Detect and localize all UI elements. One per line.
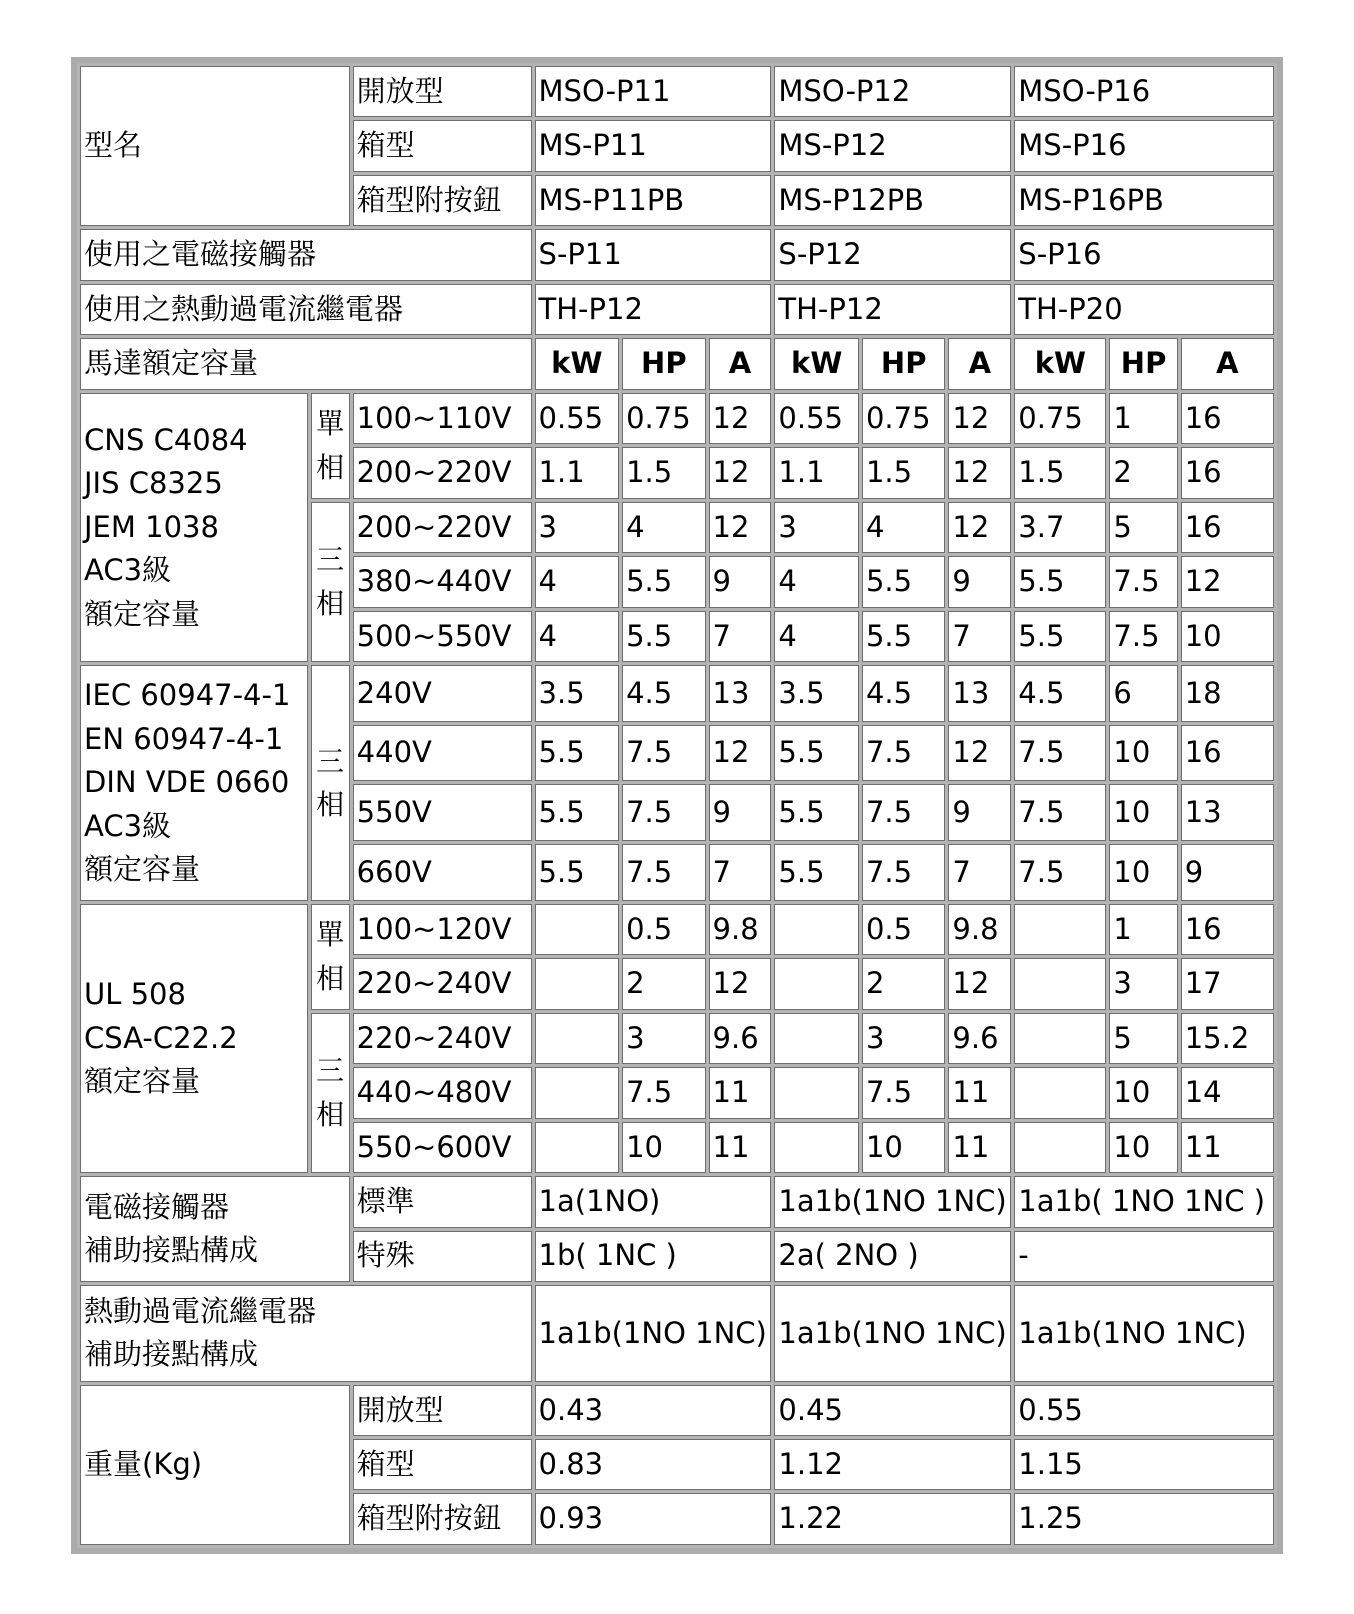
- rating-value: 5.5: [535, 784, 620, 841]
- rating-value: [774, 1122, 859, 1173]
- phase-label: 三相: [311, 1013, 350, 1173]
- model-box-value: MS-P16: [1014, 120, 1274, 171]
- contactor-row: [80, 229, 1274, 280]
- weight-value: 1.25: [1014, 1493, 1274, 1545]
- rating-value: 10: [862, 1122, 945, 1173]
- rating-value: 7.5: [862, 784, 945, 841]
- voltage-label: 220~240V: [353, 958, 532, 1009]
- weight-value: 0.43: [535, 1385, 772, 1436]
- rating-value: 5.5: [535, 844, 620, 901]
- special-label: 特殊: [353, 1231, 532, 1282]
- rating-value: 7: [709, 611, 772, 662]
- rating-value: [535, 904, 620, 955]
- rating-value: 9.6: [948, 1013, 1011, 1064]
- rating-value: [774, 1013, 859, 1064]
- iec-standard-line: DIN VDE 0660: [84, 765, 290, 800]
- box-type-label: 箱型: [353, 120, 532, 171]
- overload-value: TH-P20: [1014, 284, 1274, 335]
- rating-value: 5.5: [1014, 556, 1106, 607]
- rating-value: 12: [948, 725, 1011, 782]
- amp-header: A: [1181, 338, 1274, 389]
- kw-header: kW: [1014, 338, 1106, 389]
- rating-value: 16: [1181, 502, 1274, 553]
- model-label: 型名: [80, 66, 350, 226]
- rating-value: 6: [1109, 665, 1177, 722]
- rating-value: 7.5: [1109, 556, 1177, 607]
- rating-value: 12: [709, 502, 772, 553]
- rating-value: 2: [622, 958, 705, 1009]
- model-pb-value: MS-P16PB: [1014, 175, 1274, 226]
- weight-value: 0.55: [1014, 1385, 1274, 1436]
- rating-value: 17: [1181, 958, 1274, 1009]
- ul-standard-line: UL 508: [84, 977, 186, 1012]
- iec-standard-line: IEC 60947-4-1: [84, 678, 291, 713]
- rating-value: 3: [622, 1013, 705, 1064]
- rating-value: 4: [535, 556, 620, 607]
- rating-value: 7: [948, 844, 1011, 901]
- voltage-label: 550~600V: [353, 1122, 532, 1173]
- rating-value: 16: [1181, 725, 1274, 782]
- rating-value: 10: [1109, 1067, 1177, 1118]
- rating-value: 1.1: [774, 447, 859, 498]
- rating-value: [774, 1067, 859, 1118]
- cns-standard-line: AC3級: [84, 553, 172, 588]
- rating-value: 3: [774, 502, 859, 553]
- model-box-value: MS-P12: [774, 120, 1011, 171]
- box-pb-label: 箱型附按鈕: [353, 175, 532, 226]
- rating-value: 10: [622, 1122, 705, 1173]
- rating-value: 3: [1109, 958, 1177, 1009]
- ul-standard-line: CSA-C22.2: [84, 1020, 238, 1055]
- motor-capacity-label: 馬達額定容量: [80, 338, 532, 389]
- rating-value: 16: [1181, 904, 1274, 955]
- weight-label: 重量(Kg): [80, 1385, 350, 1545]
- rating-value: 16: [1181, 393, 1274, 444]
- rating-value: 10: [1181, 611, 1274, 662]
- rating-value: 5: [1109, 1013, 1177, 1064]
- contactor-value: S-P11: [535, 229, 772, 280]
- amp-header: A: [709, 338, 772, 389]
- rating-value: 16: [1181, 447, 1274, 498]
- weight-value: 0.45: [774, 1385, 1011, 1436]
- model-pb-value: MS-P12PB: [774, 175, 1011, 226]
- ul-standard: [80, 904, 308, 1173]
- contactor-value: S-P16: [1014, 229, 1274, 280]
- rating-value: 1.1: [535, 447, 620, 498]
- rating-value: 0.5: [862, 904, 945, 955]
- model-open-value: MSO-P11: [535, 66, 772, 117]
- rating-value: 5.5: [622, 611, 705, 662]
- rating-value: [1014, 904, 1106, 955]
- contactor-value: S-P12: [774, 229, 1011, 280]
- rating-value: 9.8: [709, 904, 772, 955]
- rating-value: 7.5: [1014, 725, 1106, 782]
- rating-value: 13: [948, 665, 1011, 722]
- rating-value: [774, 958, 859, 1009]
- rating-value: 4.5: [1014, 665, 1106, 722]
- aux-contact-label-line: 補助接點構成: [84, 1233, 259, 1268]
- phase-label: 三相: [311, 665, 350, 901]
- rating-value: 12: [948, 958, 1011, 1009]
- ul-standard-line: 額定容量: [84, 1064, 201, 1099]
- rating-value: 7: [948, 611, 1011, 662]
- rating-value: 11: [948, 1122, 1011, 1173]
- phase-label: 單相: [311, 393, 350, 499]
- rating-value: 7.5: [1014, 844, 1106, 901]
- rating-value: 7: [709, 844, 772, 901]
- model-open-value: MSO-P12: [774, 66, 1011, 117]
- model-open-value: MSO-P16: [1014, 66, 1274, 117]
- rating-value: 7.5: [862, 1067, 945, 1118]
- ul-row: [80, 904, 1274, 955]
- rating-value: 7.5: [862, 725, 945, 782]
- rating-value: 5.5: [1014, 611, 1106, 662]
- phase-label: 單相: [311, 904, 350, 1010]
- rating-value: 15.2: [1181, 1013, 1274, 1064]
- voltage-label: 550V: [353, 784, 532, 841]
- rating-value: 9: [948, 556, 1011, 607]
- voltage-label: 380~440V: [353, 556, 532, 607]
- rating-value: 1.5: [862, 447, 945, 498]
- voltage-label: 200~220V: [353, 447, 532, 498]
- aux-special-value: -: [1014, 1231, 1274, 1282]
- motor-header-row: [80, 338, 1274, 389]
- weight-value: 0.83: [535, 1439, 772, 1490]
- aux-contact-label: [80, 1176, 350, 1282]
- rating-value: 14: [1181, 1067, 1274, 1118]
- rating-value: 12: [709, 958, 772, 1009]
- th-aux-label: [80, 1285, 532, 1382]
- voltage-label: 440~480V: [353, 1067, 532, 1118]
- box-type-label: 箱型: [353, 1439, 532, 1490]
- rating-value: [1014, 1122, 1106, 1173]
- rating-value: 4: [774, 611, 859, 662]
- rating-value: 4: [774, 556, 859, 607]
- rating-value: 10: [1109, 784, 1177, 841]
- voltage-label: 220~240V: [353, 1013, 532, 1064]
- voltage-label: 100~120V: [353, 904, 532, 955]
- rating-value: 4: [862, 502, 945, 553]
- rating-value: 5.5: [862, 556, 945, 607]
- voltage-label: 440V: [353, 725, 532, 782]
- spec-table-frame: [71, 57, 1283, 1554]
- aux-standard-row: [80, 1176, 1274, 1227]
- rating-value: 5.5: [622, 556, 705, 607]
- open-type-label: 開放型: [353, 66, 532, 117]
- rating-value: 1: [1109, 904, 1177, 955]
- rating-value: 7.5: [622, 725, 705, 782]
- th-aux-value: 1a1b(1NO 1NC): [535, 1285, 772, 1382]
- iec-standard-line: 額定容量: [84, 852, 201, 887]
- overload-value: TH-P12: [774, 284, 1011, 335]
- contactor-label: 使用之電磁接觸器: [80, 229, 532, 280]
- iec-row: [80, 665, 1274, 722]
- weight-open-row: [80, 1385, 1274, 1436]
- aux-standard-value: 1a1b( 1NO 1NC ): [1014, 1176, 1274, 1227]
- rating-value: 5.5: [774, 784, 859, 841]
- th-aux-label-line: 熱動過電流繼電器: [84, 1293, 317, 1328]
- rating-value: 1.5: [622, 447, 705, 498]
- weight-value: 1.15: [1014, 1439, 1274, 1490]
- rating-value: 4.5: [862, 665, 945, 722]
- rating-value: 2: [862, 958, 945, 1009]
- hp-header: HP: [622, 338, 705, 389]
- weight-value: 1.12: [774, 1439, 1011, 1490]
- rating-value: 10: [1109, 725, 1177, 782]
- rating-value: [1014, 958, 1106, 1009]
- iec-standard: [80, 665, 308, 901]
- voltage-label: 500~550V: [353, 611, 532, 662]
- spec-table-body: [80, 66, 1274, 1545]
- rating-value: 11: [1181, 1122, 1274, 1173]
- amp-header: A: [948, 338, 1011, 389]
- rating-value: [1014, 1067, 1106, 1118]
- rating-value: 3.5: [535, 665, 620, 722]
- hp-header: HP: [1109, 338, 1177, 389]
- rating-value: 1: [1109, 393, 1177, 444]
- rating-value: 18: [1181, 665, 1274, 722]
- rating-value: 9.8: [948, 904, 1011, 955]
- kw-header: kW: [774, 338, 859, 389]
- rating-value: [535, 958, 620, 1009]
- th-aux-row: [80, 1285, 1274, 1382]
- rating-value: 13: [709, 665, 772, 722]
- rating-value: 5.5: [774, 844, 859, 901]
- rating-value: 0.75: [1014, 393, 1106, 444]
- rating-value: 9: [948, 784, 1011, 841]
- rating-value: 4.5: [622, 665, 705, 722]
- rating-value: 7.5: [1014, 784, 1106, 841]
- th-aux-label-line: 補助接點構成: [84, 1337, 259, 1372]
- rating-value: 12: [948, 393, 1011, 444]
- rating-value: [535, 1122, 620, 1173]
- rating-value: [774, 904, 859, 955]
- rating-value: 0.75: [862, 393, 945, 444]
- aux-special-value: 1b( 1NC ): [535, 1231, 772, 1282]
- kw-header: kW: [535, 338, 620, 389]
- cns-standard-line: 額定容量: [84, 596, 201, 631]
- voltage-label: 200~220V: [353, 502, 532, 553]
- aux-standard-value: 1a1b(1NO 1NC): [774, 1176, 1011, 1227]
- rating-value: 11: [948, 1067, 1011, 1118]
- model-row-open: [80, 66, 1274, 117]
- th-aux-value: 1a1b(1NO 1NC): [1014, 1285, 1274, 1382]
- iec-standard-line: AC3級: [84, 808, 172, 843]
- rating-value: 3: [862, 1013, 945, 1064]
- rating-value: 12: [948, 447, 1011, 498]
- box-pb-label: 箱型附按鈕: [353, 1493, 532, 1545]
- overload-value: TH-P12: [535, 284, 772, 335]
- cns-standard: [80, 393, 308, 662]
- rating-value: 10: [1109, 1122, 1177, 1173]
- rating-value: 0.5: [622, 904, 705, 955]
- rating-value: 10: [1109, 844, 1177, 901]
- rating-value: 12: [709, 447, 772, 498]
- rating-value: 7.5: [862, 844, 945, 901]
- rating-value: 1.5: [1014, 447, 1106, 498]
- rating-value: 9: [1181, 844, 1274, 901]
- rating-value: 9: [709, 784, 772, 841]
- standard-label: 標準: [353, 1176, 532, 1227]
- voltage-label: 240V: [353, 665, 532, 722]
- rating-value: 7.5: [622, 784, 705, 841]
- aux-contact-label-line: 電磁接觸器: [84, 1189, 230, 1224]
- overload-label: 使用之熱動過電流繼電器: [80, 284, 532, 335]
- rating-value: 3.7: [1014, 502, 1106, 553]
- aux-special-value: 2a( 2NO ): [774, 1231, 1011, 1282]
- rating-value: 7.5: [622, 1067, 705, 1118]
- cns-row: [80, 393, 1274, 444]
- rating-value: 3.5: [774, 665, 859, 722]
- rating-value: 12: [709, 725, 772, 782]
- rating-value: 0.55: [774, 393, 859, 444]
- weight-value: 0.93: [535, 1493, 772, 1545]
- voltage-label: 100~110V: [353, 393, 532, 444]
- iec-standard-line: EN 60947-4-1: [84, 721, 284, 756]
- rating-value: 0.55: [535, 393, 620, 444]
- overload-row: [80, 284, 1274, 335]
- rating-value: [535, 1067, 620, 1118]
- rating-value: 0.75: [622, 393, 705, 444]
- rating-value: 7.5: [622, 844, 705, 901]
- rating-value: 5: [1109, 502, 1177, 553]
- rating-value: 11: [709, 1067, 772, 1118]
- rating-value: 5.5: [862, 611, 945, 662]
- rating-value: 12: [1181, 556, 1274, 607]
- rating-value: 3: [535, 502, 620, 553]
- cns-standard-line: JIS C8325: [84, 466, 223, 501]
- phase-label: 三相: [311, 502, 350, 662]
- rating-value: [535, 1013, 620, 1064]
- rating-value: 2: [1109, 447, 1177, 498]
- cns-standard-line: CNS C4084: [84, 422, 248, 457]
- aux-standard-value: 1a(1NO): [535, 1176, 772, 1227]
- rating-value: 7.5: [1109, 611, 1177, 662]
- hp-header: HP: [862, 338, 945, 389]
- rating-value: [1014, 1013, 1106, 1064]
- cns-standard-line: JEM 1038: [84, 509, 219, 544]
- rating-value: 9.6: [709, 1013, 772, 1064]
- model-pb-value: MS-P11PB: [535, 175, 772, 226]
- rating-value: 9: [709, 556, 772, 607]
- rating-value: 5.5: [774, 725, 859, 782]
- rating-value: 4: [535, 611, 620, 662]
- rating-value: 12: [948, 502, 1011, 553]
- weight-value: 1.22: [774, 1493, 1011, 1545]
- rating-value: 11: [709, 1122, 772, 1173]
- rating-value: 13: [1181, 784, 1274, 841]
- model-box-value: MS-P11: [535, 120, 772, 171]
- th-aux-value: 1a1b(1NO 1NC): [774, 1285, 1011, 1382]
- open-type-label: 開放型: [353, 1385, 532, 1436]
- rating-value: 4: [622, 502, 705, 553]
- rating-value: 5.5: [535, 725, 620, 782]
- spec-table: [77, 63, 1277, 1548]
- voltage-label: 660V: [353, 844, 532, 901]
- rating-value: 12: [709, 393, 772, 444]
